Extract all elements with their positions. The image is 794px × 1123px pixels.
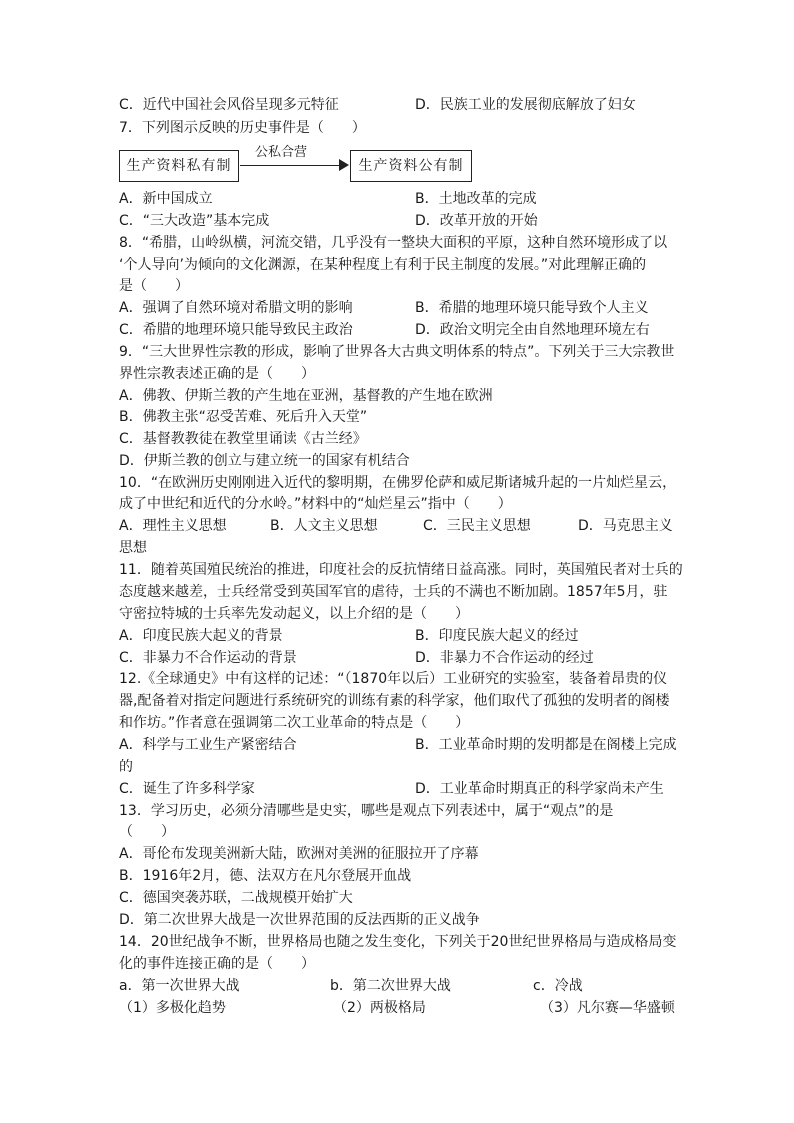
q11-option-a: A．印度民族大起义的背景 (119, 628, 283, 644)
q9-option-a: A．佛教、伊斯兰教的产生地在亚洲，基督教的产生地在欧洲 (119, 388, 493, 404)
q12-option-c: C．诞生了许多科学家 (119, 781, 255, 797)
q12-stem-line1: 12.《全球通史》中有这样的记述：“（1870年以后）工业研究的实验室，装备着昂贵的仪 (119, 671, 668, 687)
q8-stem-line2: ‘个人导向’为倾向的文化渊源，在某种程度上有利于民主制度的发展。”对此理解正确的 (119, 257, 647, 273)
q6-option-c: C．近代中国社会风俗呈现多元特征 (119, 97, 339, 113)
q14-pattern-1: （1）多极化趋势 (119, 1000, 226, 1016)
q8-stem-line1: 8．“希腊，山岭纵横，河流交错，几乎没有一整块大面积的平原，这种自然环境形成了以 (119, 235, 668, 251)
q13-option-b: B．1916年2月，德、法双方在凡尔登展开血战 (119, 868, 412, 884)
q10-option-c: C．三民主义思想 (423, 518, 531, 534)
q6-option-d: D．民族工业的发展彻底解放了妇女 (415, 97, 636, 113)
q14-stem-line2: 化的事件连接正确的是（ ） (119, 956, 315, 972)
diagram-arrow-line (240, 165, 340, 166)
q14-pattern-2: （2）两极格局 (333, 1000, 426, 1016)
q11-option-b: B．印度民族大起义的经过 (415, 628, 579, 644)
q8-option-c: C．希腊的地理环境只能导致民主政治 (119, 322, 353, 338)
q8-option-b: B．希腊的地理环境只能导致个人主义 (415, 300, 649, 316)
diagram-arrow-label: 公私合营 (255, 145, 308, 160)
q14-pattern-3: （3）凡尔赛—华盛顿 (540, 1000, 675, 1016)
q7-option-b: B．土地改革的完成 (415, 191, 537, 207)
q7-option-c: C．“三大改造”基本完成 (119, 213, 270, 229)
q7-option-a: A．新中国成立 (119, 191, 213, 207)
q8-option-d: D．政治文明完全由自然地理环境左右 (415, 322, 650, 338)
diagram-right-box: 生产资料公有制 (350, 150, 472, 182)
q11-stem-line3: 守密拉特城的士兵率先发动起义，以上介绍的是（ ） (119, 606, 469, 622)
q14-stem-line1: 14．20世纪战争不断，世界格局也随之发生变化，下列关于20世纪世界格局与造成格局变 (119, 934, 677, 950)
q10-option-b: B．人文主义思想 (270, 518, 378, 534)
q10-option-d: D．马克思主义 (578, 518, 673, 534)
q13-option-d: D．第二次世界大战是一次世界范围的反法西斯的正义战争 (119, 912, 480, 928)
q11-option-c: C．非暴力不合作运动的背景 (119, 650, 297, 666)
q11-stem-line2: 态度越来越差，士兵经常受到英国军官的虐待，士兵的不满也不断加剧。1857年5月，驻 (119, 584, 668, 600)
q13-stem-line1: 13．学习历史，必须分清哪些是史实，哪些是观点下列表述中，属于“观点”的是 (119, 803, 614, 819)
q12-option-b: B．工业革命时期的发明都是在阁楼上完成 (415, 737, 677, 753)
q7-option-d: D．改革开放的开始 (415, 213, 538, 229)
q12-stem-line3: 和作坊。”作者意在强调第二次工业革命的特点是（ ） (119, 715, 470, 731)
q9-option-d: D．伊斯兰教的创立与建立统一的国家有机结合 (119, 453, 410, 469)
q11-stem-line1: 11．随着英国殖民统治的推进，印度社会的反抗情绪日益高涨。同时，英国殖民者对士兵的 (119, 562, 683, 578)
q13-stem-line2: （ ） (119, 824, 175, 840)
q11-option-d: D．非暴力不合作运动的经过 (415, 650, 594, 666)
q14-event-b: b．第二次世界大战 (330, 978, 451, 994)
q12-option-a: A．科学与工业生产紧密结合 (119, 737, 297, 753)
q9-stem-line2: 界性宗教表述正确的是（ ） (119, 366, 315, 382)
q12-option-d: D．工业革命时期真正的科学家尚未产生 (415, 781, 664, 797)
q13-option-a: A．哥伦布发现美洲新大陆，欧洲对美洲的征服拉开了序幕 (119, 846, 479, 862)
q10-stem-line2: 成了中世纪和近代的分水岭。”材料中的“灿烂星云”指中（ ） (119, 496, 512, 512)
q13-option-c: C．德国突袭苏联，二战规模开始扩大 (119, 890, 353, 906)
q9-option-b: B．佛教主张“忍受苦难、死后升入天堂” (119, 409, 368, 425)
q8-option-a: A．强调了自然环境对希腊文明的影响 (119, 300, 353, 316)
q10-option-d-cont: 思想 (119, 540, 147, 556)
q14-event-a: a．第一次世界大战 (119, 978, 240, 994)
q7-stem: 7．下列图示反映的历史事件是（ ） (119, 120, 366, 136)
q9-option-c: C．基督教教徒在教堂里诵读《古兰经》 (119, 431, 367, 447)
diagram-left-box: 生产资料私有制 (119, 150, 239, 182)
arrow-right-icon (339, 159, 349, 171)
q9-stem-line1: 9．“三大世界性宗教的形成，影响了世界各大古典文明体系的特点”。下列关于三大宗教世 (119, 344, 675, 360)
q12-option-b-cont: 的 (119, 759, 133, 775)
q8-stem-line3: 是（ ） (119, 278, 189, 294)
q10-option-a: A．理性主义思想 (119, 518, 227, 534)
q14-event-c: c．冷战 (533, 978, 583, 994)
q12-stem-line2: 器,配备着对指定问题进行系统研究的训练有素的科学家，他们取代了孤独的发明者的阁楼 (119, 693, 670, 709)
q10-stem-line1: 10．“在欧洲历史刚刚进入近代的黎明期，在佛罗伦萨和威尼斯诸城升起的一片灿烂星云， (119, 475, 677, 491)
